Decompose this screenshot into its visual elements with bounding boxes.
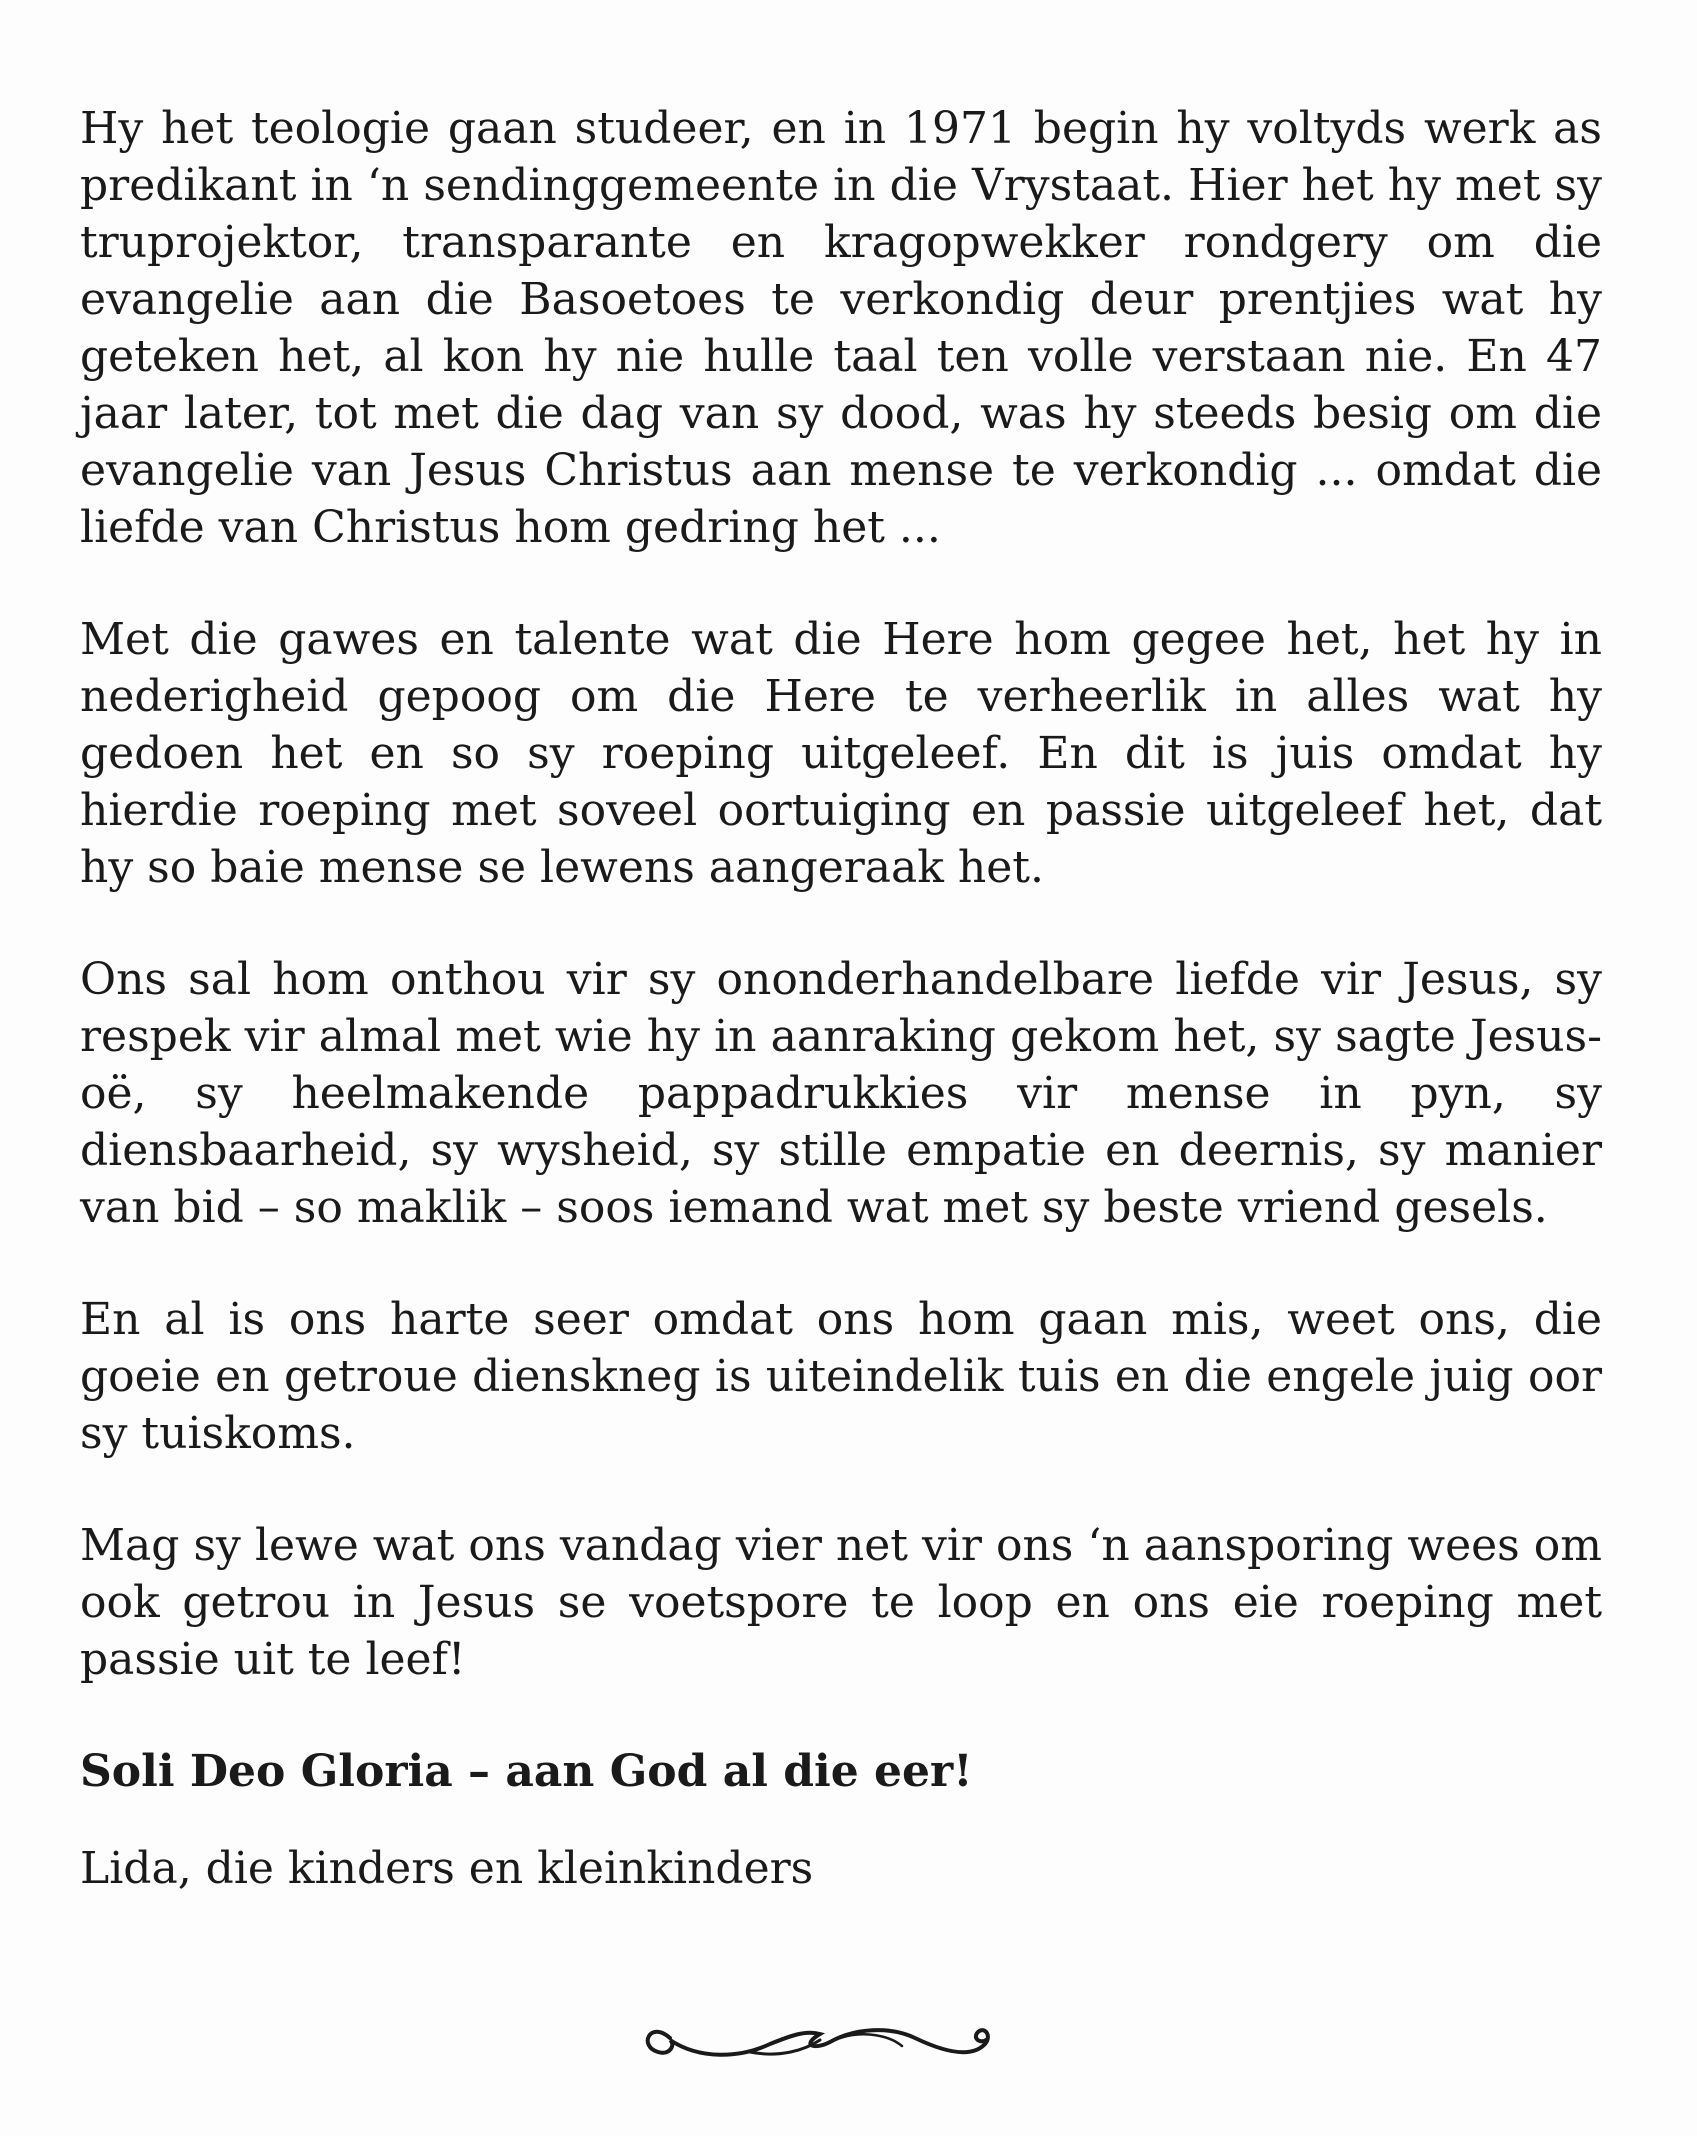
- signature-line: Lida, die kinders en kleinkinders: [80, 1843, 814, 1894]
- closing-line: Soli Deo Gloria – aan God al die eer!: [80, 1746, 973, 1797]
- document-page: [80, 100, 1602, 1952]
- flourish-divider-icon: [640, 2000, 1020, 2070]
- paragraph-talents: Met die gawes en talente wat die Here hom gegee het, het hy in nederigheid gepoog om die Here te verheerlik in alles wat hy gedoen het en so sy roeping uitgeleef. En dit is juis omdat hy hierdie roeping met soveel oortuiging en passie uitgeleef het, dat hy so baie mense se lewens aangeraak het.: [80, 614, 1602, 893]
- paragraph-grief: En al is ons harte seer omdat ons hom gaan mis, weet ons, die goeie en getroue dienskneg is uiteindelik tuis en die engele juig oor sy tuiskoms.: [80, 1294, 1602, 1459]
- paragraph-encouragement: Mag sy lewe wat ons vandag vier net vir ons ‘n aansporing wees om ook getrou in Jesus se voetspore te loop en ons eie roeping met passie uit te leef!: [80, 1520, 1602, 1685]
- paragraph-remembrance: Ons sal hom onthou vir sy ononderhandelbare liefde vir Jesus, sy respek vir almal met wie hy in aanraking gekom het, sy sagte Jesus-oë, sy heelmakende pappadrukkies vir mense in pyn, sy diensbaarheid, sy wysheid, sy stille empatie en deernis, sy manier van bid – so maklik – soos iemand wat met sy beste vriend gesels.: [80, 954, 1602, 1233]
- paragraph-ministry: Hy het teologie gaan studeer, en in 1971 begin hy voltyds werk as predikant in ‘n sendinggemeente in die Vrystaat. Hier het hy met sy truprojektor, transparante en kragopwekker rondgery om die evangelie aan die Basoetoes te verkondig deur prentjies wat hy geteken het, al kon hy nie hulle taal ten volle verstaan nie. En 47 jaar later, tot met die dag van sy dood, was hy steeds besig om die evangelie van Jesus Christus aan mense te verkondig ... omdat die liefde van Christus hom gedring het ...: [80, 103, 1602, 553]
